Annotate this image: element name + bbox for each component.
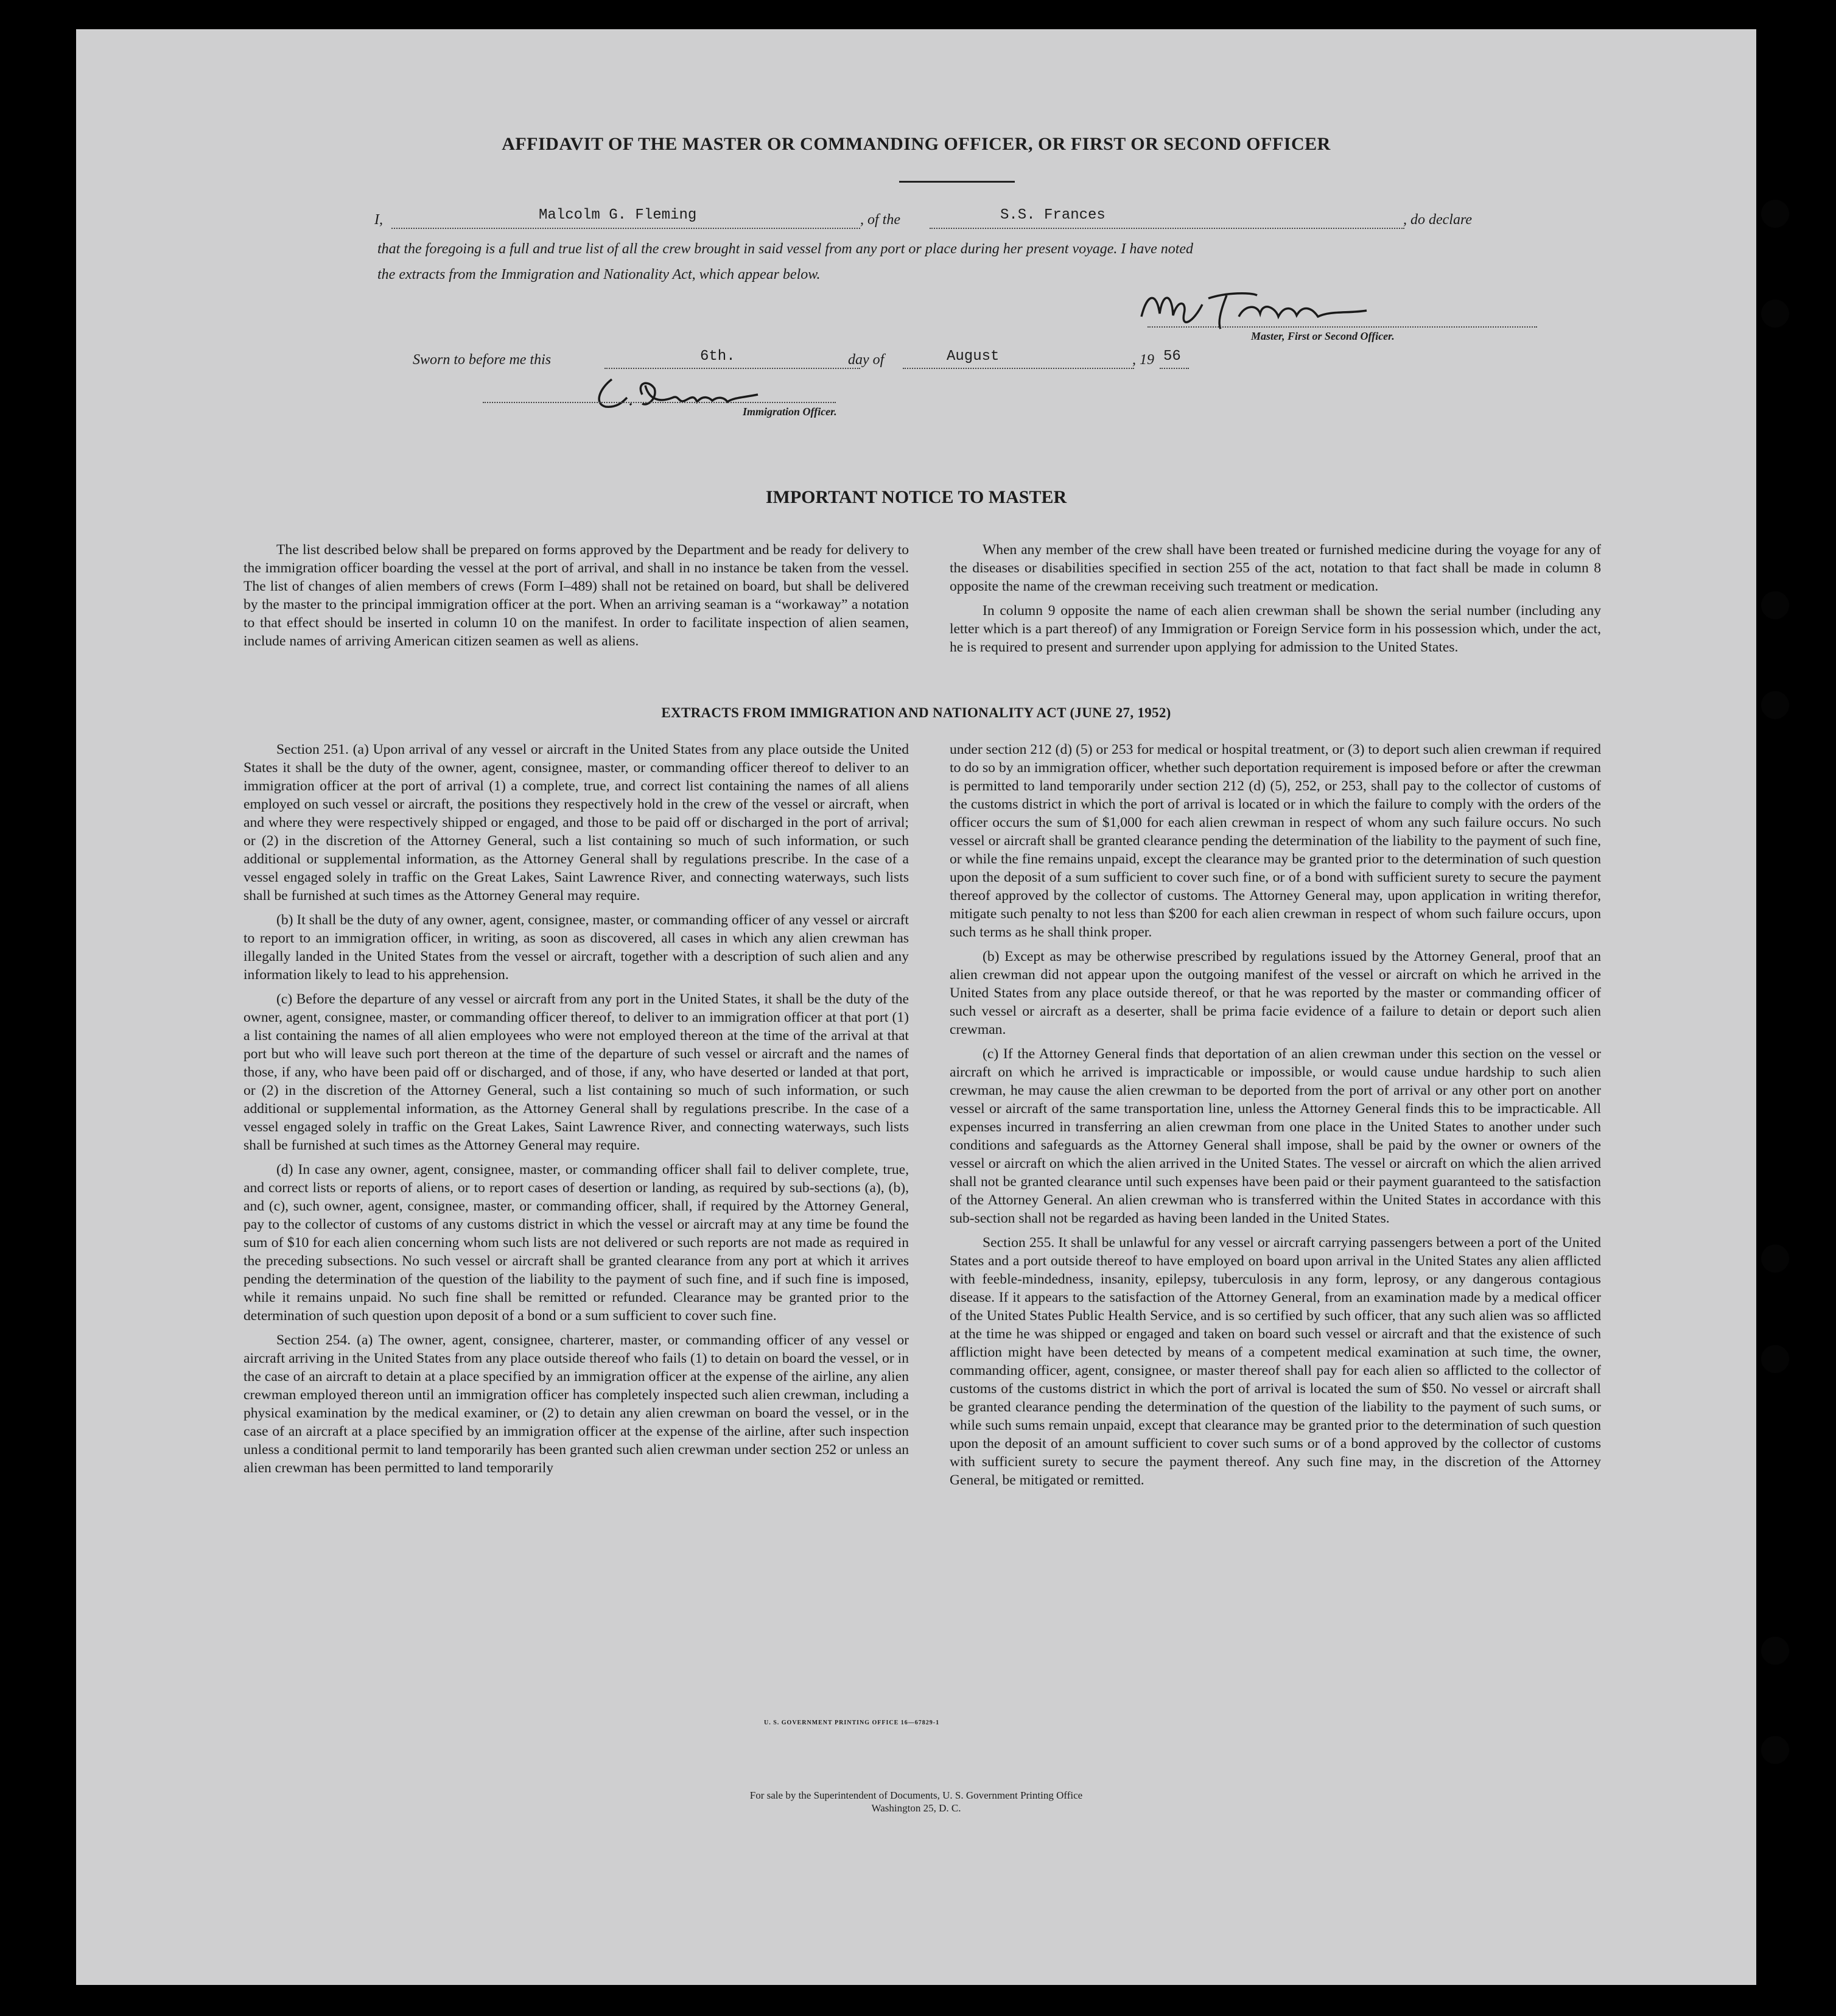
of-the-label: , of the <box>860 212 900 228</box>
extracts-right-column <box>950 740 1601 1489</box>
title-divider <box>899 181 1015 183</box>
sworn-month-line <box>903 368 1134 369</box>
page-title: AFFIDAVIT OF THE MASTER OR COMMANDING OFFICER, OR FIRST OR SECOND OFFICER <box>502 134 1331 154</box>
section-254a: Section 254. (a) The owner, agent, consignee, charterer, master, or commanding officer of any vessel or aircraft arriving in the United States from any place outside thereof who fails (1) to detain on board the vessel, or in the case of an aircraft to detain at a place specified by an immigration officer at the expense of the airline, any alien crewman employed thereon until an immigration officer has completely inspected such alien crewman, including a physical examination by the medical examiner, or (2) to detain any alien crewman on board the vessel, or in the case of an aircraft at a place specified by an immigration officer at the expense of the airline, after such inspection unless a conditional permit to land temporarily has been granted such alien crewman under section 252 or unless an alien crewman has been permitted to land temporarily <box>244 1332 909 1476</box>
year-prefix: , 19 <box>1132 352 1154 368</box>
notice-title: IMPORTANT NOTICE TO MASTER <box>765 487 1067 507</box>
section-251c: (c) Before the departure of any vessel or aircraft from any port in the United States, it shall be the duty of the owner, agent, consignee, master, or commanding officer thereof, to deliver to an immigration officer at that port (1) a list containing the names of all alien employees who were not employed thereon at the time of the arrival at that port but who will leave such port thereon at the time of the departure of such vessel or aircraft and the names of those, if any, who have been paid off or discharged, and of those, if any, who have deserted or landed at that port, or (2) in the discretion of the Attorney General, such a list containing so much of such information, or such additional or supplemental information, as the Attorney General shall by regulations prescribe. In the case of a vessel engaged solely in traffic on the Great Lakes, Saint Lawrence River, and connecting waterways, such lists shall be furnished at such times as the Attorney General may require. <box>244 991 909 1153</box>
master-caption: Master, First or Second Officer. <box>1251 330 1395 342</box>
for-sale-notice <box>76 1789 1756 1814</box>
affidavit-i-label: I, <box>374 212 383 228</box>
officer-caption: Immigration Officer. <box>743 406 837 418</box>
do-declare-label: , do declare <box>1403 212 1473 228</box>
for-sale-line-1: For sale by the Superintendent of Documents, U. S. Government Printing Office <box>749 1789 1083 1801</box>
binder-hole <box>1761 691 1789 719</box>
master-signature-line <box>1148 326 1537 328</box>
binder-hole <box>1761 1637 1789 1665</box>
master-name-field: Malcolm G. Fleming <box>539 207 697 223</box>
sworn-month-field: August <box>947 348 1000 365</box>
section-251a: Section 251. (a) Upon arrival of any vessel or aircraft in the United States from any place outside the United States it shall be the duty of the owner, agent, consignee, master, or commanding officer thereof to deliver to an immigration officer at the port of arrival (1) a complete, true, and correct list containing the names of all aliens employed on such vessel or aircraft, the positions they respectively hold in the crew of the vessel or aircraft, when and where they were respectively shipped or engaged, and those to be paid off or discharged in the port of arrival; or (2) in the discretion of the Attorney General, such a list containing so much of such information, or such additional or supplemental information, as the Attorney General shall by regulations prescribe. In the case of a vessel engaged solely in traffic on the Great Lakes, Saint Lawrence River, and connecting waterways, such lists shall be furnished at such times as the Attorney General may require. <box>244 742 909 904</box>
declaration-line-1: that the foregoing is a full and true list of all the crew brought in said vessel from any port or place during her present voyage. I have noted <box>377 241 1194 257</box>
section-255: Section 255. It shall be unlawful for any vessel or aircraft carrying passengers between a port of the United States and a port outside thereof to have employed on board upon arrival in the United States any alien afflicted with feeble-mindedness, insanity, epilepsy, tuberculosis in any form, leprosy, or any dangerous contagious disease. If it appears to the satisfaction of the Attorney General, from an examination made by a medical officer of the United States Public Health Service, and is so certified by such officer, that any such alien was so afflicted at the time he was shipped or engaged and taken on board such vessel or aircraft and that the existence of such affliction might have been detected by means of a competent medical examination at such time, the owner, commanding officer, agent, consignee, or master thereof shall pay for each alien so afflicted to the collector of customs of the customs district in which the port of arrival is located the sum of $50. No vessel or aircraft shall be granted clearance pending the determination of the question of the liability to the payment of such sums, or while such sums remain unpaid, except that clearance may be granted prior to the determination of such question upon the deposit of an amount sufficient to cover such sums or of a bond approved by the collector of customs with sufficient surety to secure the payment thereof. Any such fine may, in the discretion of the Attorney General, be mitigated or remitted. <box>950 1235 1601 1488</box>
notice-left-paragraph: The list described below shall be prepared on forms approved by the Department and be ready for delivery to the immigration officer boarding the vessel at the port of arrival, and shall in no instance be taken from the vessel. The list of changes of alien members of crews (Form I–489) shall not be retained on board, but shall be delivered by the master to the principal immigration officer at the port. When an arriving seaman is a “workaway” a notation to that effect should be inserted in column 10 on the manifest. In order to facilitate inspection of alien seamen, include names of arriving American citizen seamen as well as aliens. <box>244 542 909 649</box>
section-251d: (d) In case any owner, agent, consignee, master, or commanding officer shall fail to deliver complete, true, and correct lists or reports of aliens, or to report cases of desertion or landing, as required by sub-sections (a), (b), and (c), such owner, agent, consignee, master, or commanding officer, shall, if required by the Attorney General, pay to the collector of customs of any customs district in which the vessel or aircraft may at any time be found the sum of $10 for each alien concerning whom such lists are not delivered or such reports are not made as required in the preceding subsections. No such vessel or aircraft shall be granted clearance from any port at which it arrives pending the determination of the question of the liability to the payment of such fine, and if such fine is imposed, while it remains unpaid. No such fine shall be remitted or refunded. Clearance may be granted prior to the determination of such question upon deposit of a bond or a sum sufficient to cover such fine. <box>244 1162 909 1324</box>
extracts-left-column <box>244 740 909 1477</box>
declaration-line-2: the extracts from the Immigration and Nationality Act, which appear below. <box>377 267 821 283</box>
section-254c: (c) If the Attorney General finds that deportation of an alien crewman under this section on the vessel or aircraft on which he arrived is impracticable or impossible, or would cause undue hardship to such alien crewman, he may cause the alien crewman to be deported from the port of arrival or any other port on another vessel or aircraft of the same transportation line, unless the Attorney General finds this to be impracticable. All expenses incurred in transferring an alien crewman from one place in the United States to another under such conditions and safeguards as the Attorney General shall impose, shall be paid by the owner or owners of the vessel or aircraft on which the alien arrived in the United States. The vessel or aircraft on which the alien arrived shall not be granted clearance until such expenses have been paid or their payment guaranteed to the satisfaction of the Attorney General. An alien crewman who is transferred within the United States in accordance with this sub-section shall not be regarded as having been landed in the United States. <box>950 1046 1601 1226</box>
year-line <box>1160 368 1189 369</box>
day-of-label: day of <box>848 352 885 368</box>
binder-hole <box>1761 200 1789 228</box>
vessel-name-line <box>930 228 1404 229</box>
section-254b: (b) Except as may be otherwise prescribed by regulations issued by the Attorney General, proof that an alien crewman did not appear upon the outgoing manifest of the vessel or aircraft on which he arrived in the United States from any place outside thereof, or that he was reported by the master or commanding officer of such vessel or aircraft as a deserter, shall be prima facie evidence of a failure to detain or deport such alien crewman. <box>950 949 1601 1038</box>
binder-hole <box>1761 1345 1789 1373</box>
binder-hole <box>1761 1736 1789 1764</box>
notice-right-paragraph-1: When any member of the crew shall have been treated or furnished medicine during the voyage for any of the diseases or disabilities specified in section 255 of the act, notation to that fact shall be made in column 8 opposite the name of the crewman receiving such treatment or medication. <box>950 542 1601 594</box>
notice-right-paragraph-2: In column 9 opposite the name of each alien crewman shall be shown the serial number (including any letter which is a part thereof) of any Immigration or Foreign Service form in his possession which, under the act, he is required to present and surrender upon applying for admission to the United States. <box>950 603 1601 655</box>
sworn-label: Sworn to before me this <box>413 352 552 368</box>
sworn-day-field: 6th. <box>700 348 735 365</box>
document-page <box>76 29 1756 1985</box>
section-251b: (b) It shall be the duty of any owner, agent, consignee, master, or commanding officer of any vessel or aircraft to report to an immigration officer, in writing, as soon as discovered, all cases in which any alien crewman has illegally landed in the United States from the vessel or aircraft, together with a description of such alien and any information likely to lead to his apprehension. <box>244 912 909 983</box>
binder-hole <box>1761 591 1789 619</box>
year-field: 56 <box>1163 348 1181 365</box>
printing-office-imprint: U. S. GOVERNMENT PRINTING OFFICE 16—67829-1 <box>764 1719 940 1726</box>
vessel-name-field: S.S. Frances <box>1000 207 1105 223</box>
extracts-title: EXTRACTS FROM IMMIGRATION AND NATIONALITY ACT (JUNE 27, 1952) <box>661 705 1171 720</box>
notice-right-column <box>950 541 1601 656</box>
binder-hole <box>1761 1245 1789 1273</box>
binder-hole <box>1761 300 1789 328</box>
for-sale-line-2: Washington 25, D. C. <box>871 1802 961 1814</box>
notice-left-column <box>244 541 909 650</box>
officer-signature-line <box>483 402 836 403</box>
section-254a-continued: under section 212 (d) (5) or 253 for medical or hospital treatment, or (3) to deport such alien crewman if required to do so by an immigration officer, whether such deportation requirement is imposed before or after the crewman is permitted to land temporarily under section 212 (d) (5), 252, or 253, shall pay to the collector of customs of the customs district in which the port of arrival is located or in which the failure to comply with the orders of the officer occurs the sum of $1,000 for each alien crewman in respect of whom any such failure occurs. No such vessel or aircraft shall be granted clearance pending the determination of the liability to the payment of such fine, or while the fine remains unpaid, except the clearance may be granted prior to the determination of such question upon the deposit of a sum sufficient to cover such fine, or of a bond with sufficient surety to secure the payment thereof approved by the collector of customs. The Attorney General may, upon application in writing therefor, mitigate such penalty to not less than $200 for each alien crewman in respect of whom such failure occurs, upon such terms as he shall think proper. <box>950 742 1601 940</box>
sworn-day-line <box>604 368 860 369</box>
master-name-line <box>391 228 860 229</box>
